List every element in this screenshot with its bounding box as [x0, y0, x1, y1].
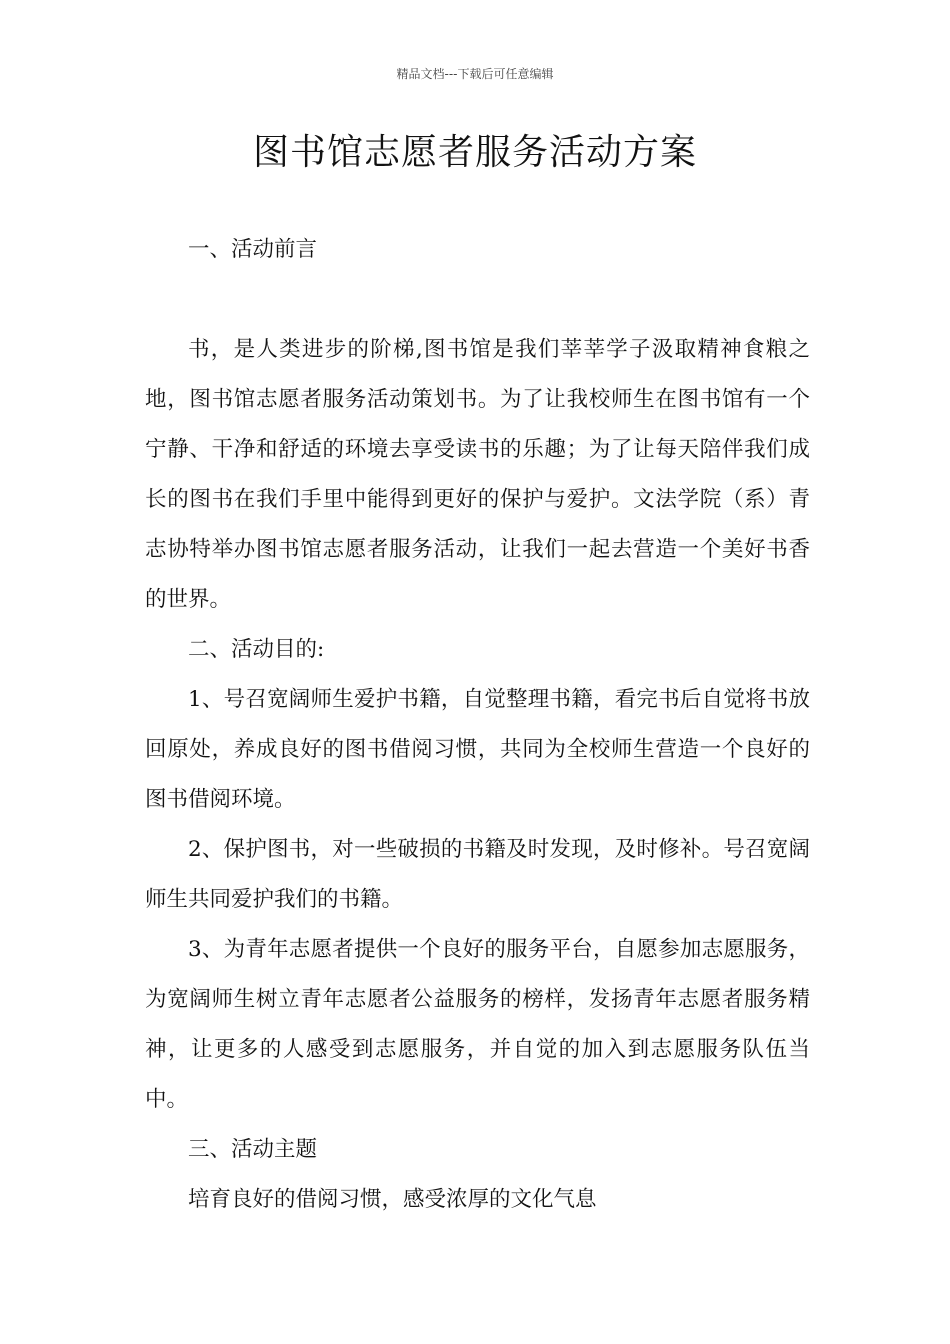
- section-heading-preface: 一、活动前言: [188, 237, 318, 262]
- preface-paragraph: 书，是人类进步的阶梯,图书馆是我们莘莘学子汲取精神食粮之地，图书馆志愿者服务活动策划书。为了让我校师生在图书馆有一个宁静、干净和舒适的环境去享受读书的乐趣；为了让每天陪伴我们成长的图书在我们手里中能得到更好的保护与爱护。文法学院（系）青志协特举办图书馆志愿者服务活动，让我们一起去营造一个美好书香的世界。: [145, 337, 810, 612]
- page-header: 精品文档---下载后可任意编辑: [396, 67, 554, 81]
- paragraph-gap: [145, 275, 810, 325]
- section-heading-purpose: 二、活动目的:: [188, 637, 325, 662]
- purpose-item-2: 2、保护图书，对一些破损的书籍及时发现，及时修补。号召宽阔师生共同爱护我们的书籍。: [145, 837, 810, 912]
- section-heading-theme: 三、活动主题: [188, 1137, 318, 1162]
- document-body: [145, 225, 810, 1225]
- purpose-item-1: 1、号召宽阔师生爱护书籍，自觉整理书籍，看完书后自觉将书放回原处，养成良好的图书借阅习惯，共同为全校师生营造一个良好的图书借阅环境。: [145, 687, 810, 812]
- theme-text: 培育良好的借阅习惯，感受浓厚的文化气息: [188, 1187, 597, 1212]
- purpose-item-3: 3、为青年志愿者提供一个良好的服务平台，自愿参加志愿服务，为宽阔师生树立青年志愿者公益服务的榜样，发扬青年志愿者服务精神，让更多的人感受到志愿服务，并自觉的加入到志愿服务队伍当中。: [145, 937, 810, 1112]
- document-title: 图书馆志愿者服务活动方案: [252, 132, 697, 173]
